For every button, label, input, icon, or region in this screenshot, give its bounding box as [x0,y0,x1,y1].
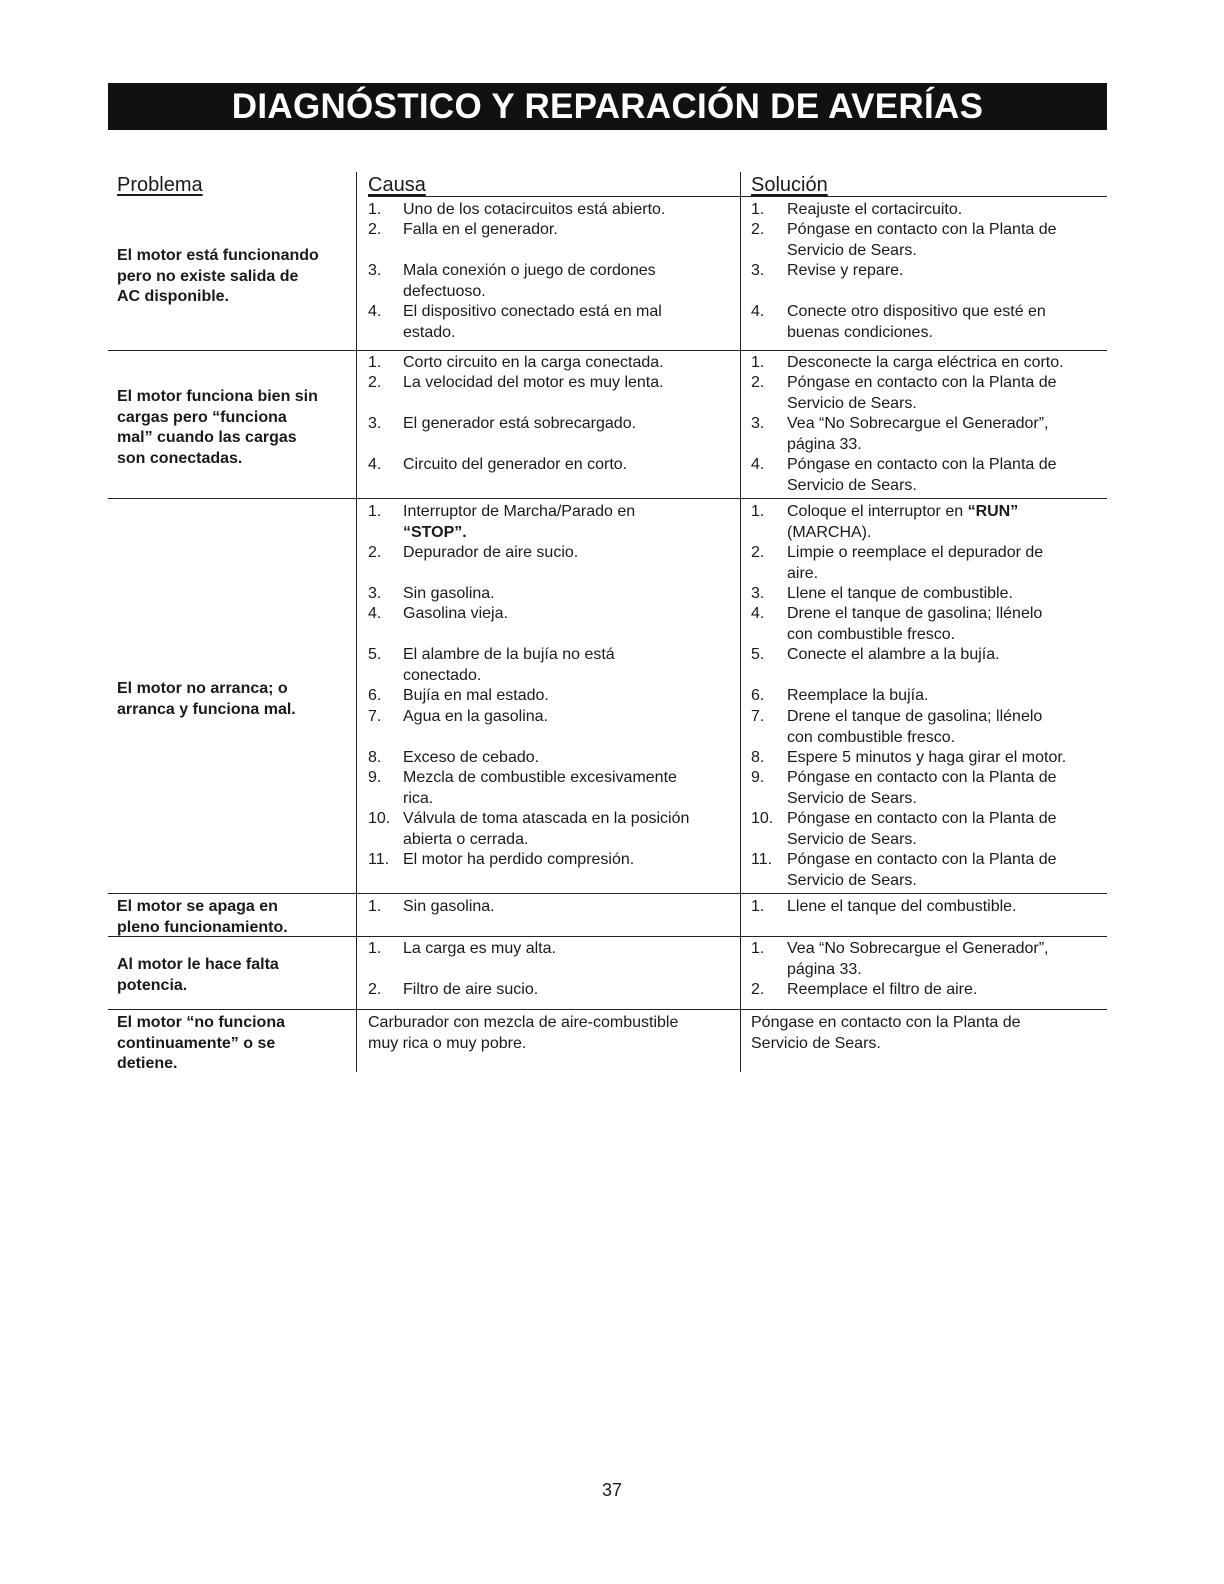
header-cause: Causa [368,174,426,196]
solution-text: Póngase en contacto con la Planta de Servicio de Sears. [751,1014,1021,1052]
header-rule [368,196,1107,197]
row-divider [108,893,1107,894]
row-divider [108,1009,1107,1010]
header-solution: Solución [751,174,828,196]
row-divider [108,350,1107,351]
problem-text: Al motor le hace falta potencia. [117,956,279,994]
problem-text: El motor está funcionando pero no existe salida de AC disponible. [117,247,319,305]
problem-text: El motor se apaga en pleno funcionamiento. [117,898,288,936]
problem-text: El motor “no funciona continuamente” o se detiene. [117,1014,285,1072]
page-title: DIAGNÓSTICO Y REPARACIÓN DE AVERÍAS [108,83,1107,130]
run-keyword: “RUN” [967,503,1019,520]
problem-text: El motor funciona bien sin cargas pero “funciona mal” cuando las cargas son conectadas. [117,388,318,467]
page-number: 37 [601,1480,623,1500]
row-divider [108,498,1107,499]
header-problem: Problema [117,174,203,196]
problem-text: El motor no arranca; o arranca y funciona mal. [117,680,296,718]
column-divider [740,172,741,1072]
column-divider [356,172,357,1072]
cause-text: Carburador con mezcla de aire-combustible muy rica o muy pobre. [368,1014,679,1052]
